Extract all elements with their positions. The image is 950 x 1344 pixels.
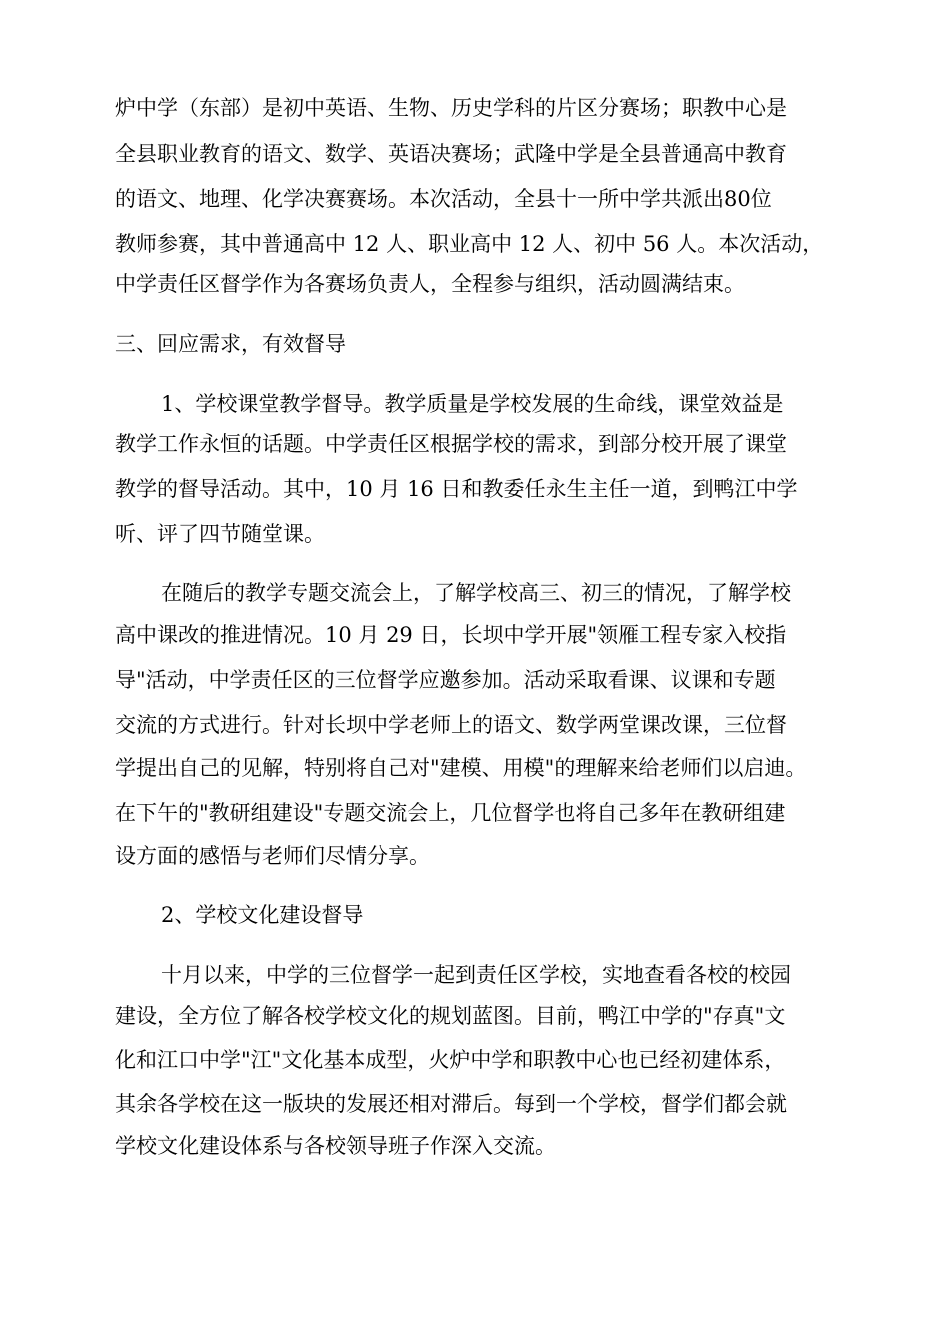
paragraph-3-line-5: 学提出自己的见解，特别将自己对"建模、用模"的理解来给老师们以启迪。 (115, 756, 807, 780)
paragraph-1-line-5: 中学责任区督学作为各赛场负责人，全程参与组织，活动圆满结束。 (115, 272, 745, 296)
paragraph-1-line-2: 全县职业教育的语文、数学、英语决赛场；武隆中学是全县普通高中教育 (115, 142, 787, 166)
paragraph-4-line-4: 其余各学校在这一版块的发展还相对滞后。每到一个学校，督学们都会就 (115, 1092, 787, 1116)
subsection-heading-2: 2、学校文化建设督导 (161, 903, 364, 927)
paragraph-2-line-1: 1、学校课堂教学督导。教学质量是学校发展的生命线，课堂效益是 (161, 392, 784, 416)
paragraph-3-line-3: 导"活动，中学责任区的三位督学应邀参加。活动采取看课、议课和专题 (115, 668, 776, 692)
paragraph-2-line-4: 听、评了四节随堂课。 (115, 522, 325, 546)
paragraph-1-line-1: 炉中学（东部）是初中英语、生物、历史学科的片区分赛场；职教中心是 (115, 96, 787, 120)
paragraph-1-line-4: 教师参赛，其中普通高中 12 人、职业高中 12 人、初中 56 人。本次活动， (115, 232, 824, 256)
paragraph-2-line-3: 教学的督导活动。其中，10 月 16 日和教委任永生主任一道，到鸭江中学 (115, 477, 798, 501)
paragraph-3-line-7: 设方面的感悟与老师们尽情分享。 (115, 844, 430, 868)
section-heading-3: 三、回应需求，有效督导 (115, 332, 346, 356)
paragraph-3-line-1: 在随后的教学专题交流会上，了解学校高三、初三的情况，了解学校 (161, 581, 791, 605)
paragraph-1-line-3: 的语文、地理、化学决赛赛场。本次活动，全县十一所中学共派出80位 (115, 187, 772, 211)
paragraph-3-line-4: 交流的方式进行。针对长坝中学老师上的语文、数学两堂课改课，三位督 (115, 713, 787, 737)
paragraph-4-line-5: 学校文化建设体系与各校领导班子作深入交流。 (115, 1134, 556, 1158)
paragraph-3-line-6: 在下午的"教研组建设"专题交流会上，几位督学也将自己多年在教研组建 (115, 801, 786, 825)
paragraph-4-line-2: 建设，全方位了解各校学校文化的规划蓝图。目前，鸭江中学的"存真"文 (115, 1004, 786, 1028)
paragraph-3-line-2: 高中课改的推进情况。10 月 29 日，长坝中学开展"领雁工程专家入校指 (115, 623, 787, 647)
paragraph-2-line-2: 教学工作永恒的话题。中学责任区根据学校的需求，到部分校开展了课堂 (115, 432, 787, 456)
paragraph-4-line-3: 化和江口中学"江"文化基本成型，火炉中学和职教中心也已经初建体系， (115, 1048, 786, 1072)
paragraph-4-line-1: 十月以来，中学的三位督学一起到责任区学校，实地查看各校的校园 (161, 963, 791, 987)
